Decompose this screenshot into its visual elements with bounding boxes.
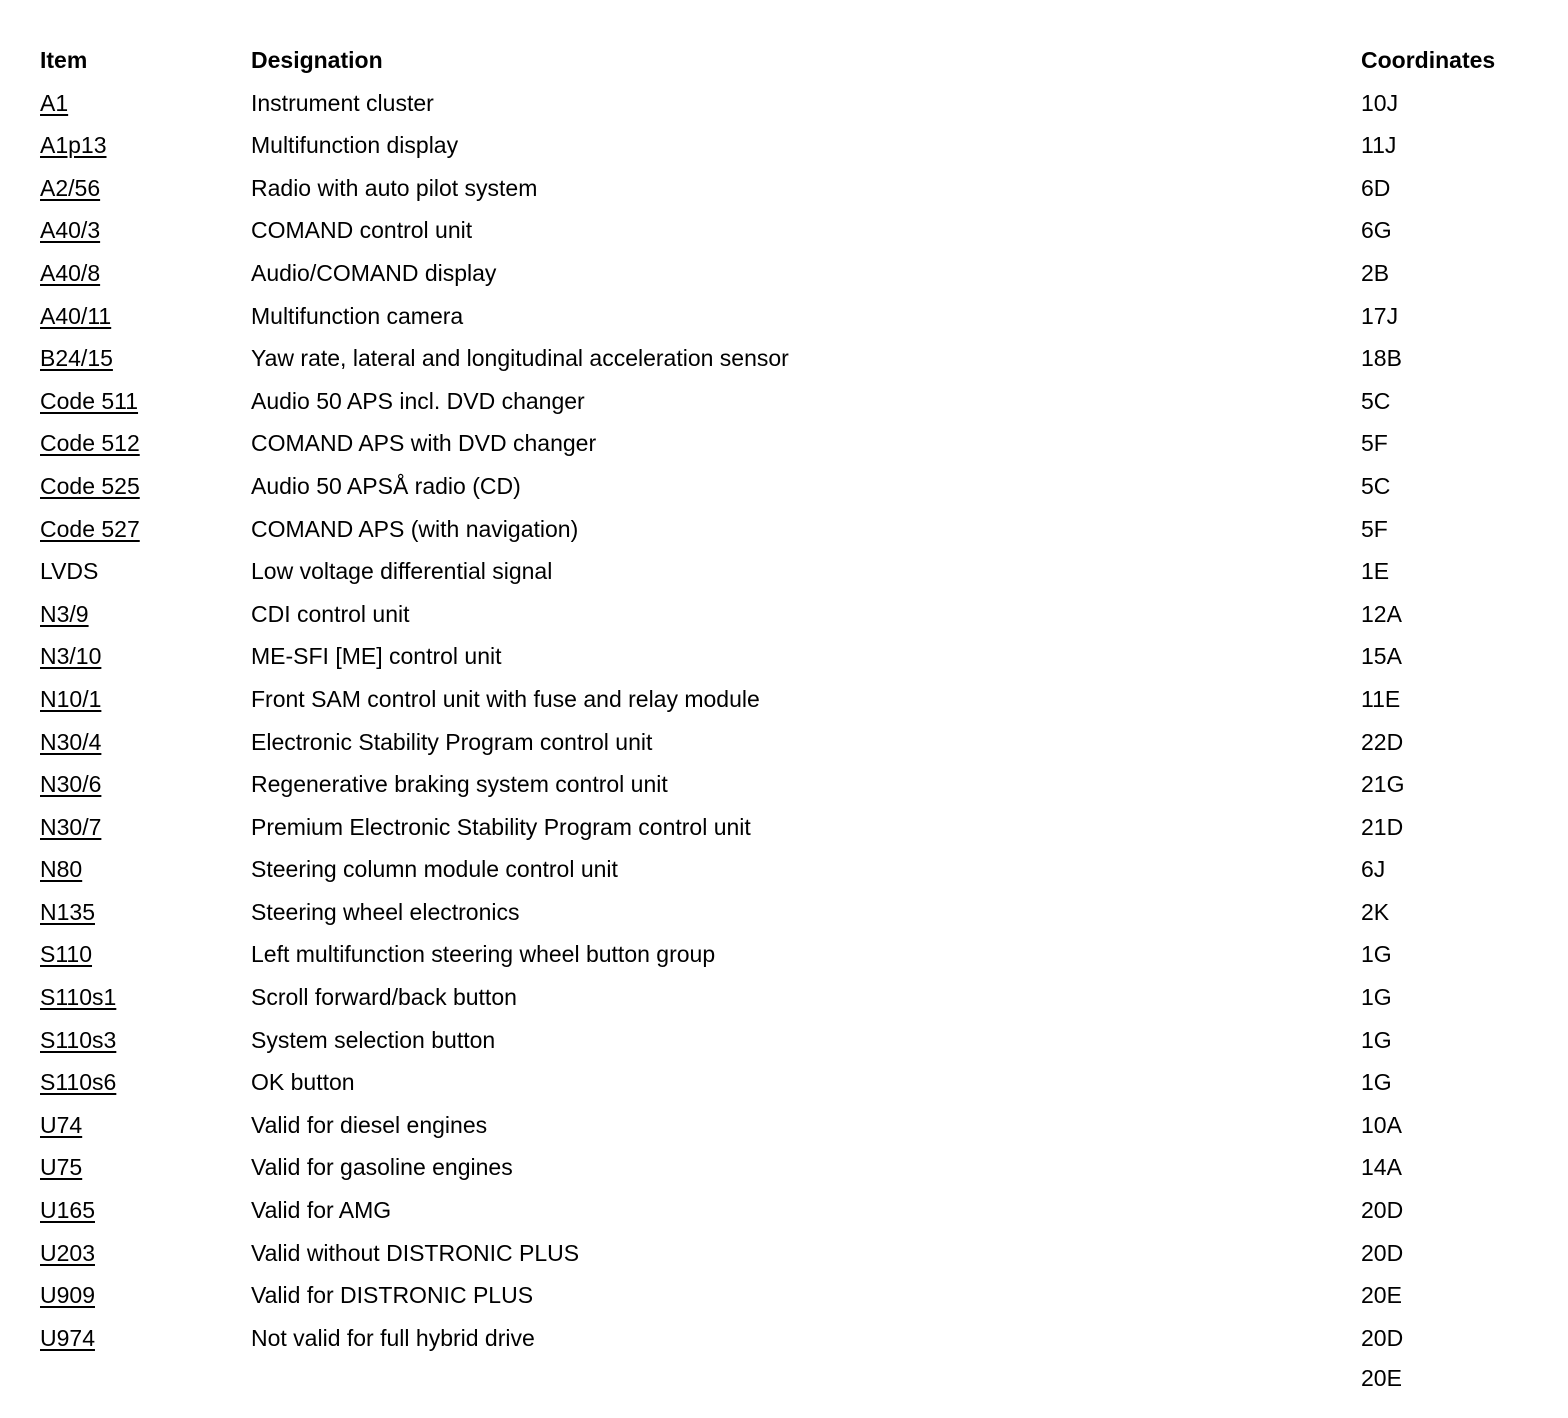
designation-text: System selection button bbox=[251, 1026, 496, 1053]
coordinates-cell bbox=[1361, 1190, 1403, 1230]
designation-text: Not valid for full hybrid drive bbox=[251, 1324, 535, 1351]
coordinate-value: 12A bbox=[1361, 600, 1402, 627]
designation-text: COMAND APS with DVD changer bbox=[251, 430, 597, 457]
designation-text: Valid without DISTRONIC PLUS bbox=[251, 1239, 580, 1266]
coordinate-value: 20D bbox=[1361, 1324, 1404, 1351]
coordinates-cell bbox=[1361, 338, 1402, 378]
coordinates-cell bbox=[1361, 168, 1390, 208]
item-link[interactable]: Code 512 bbox=[40, 430, 140, 457]
item-link[interactable]: A1 bbox=[40, 89, 69, 116]
designation-text: Audio/COMAND display bbox=[251, 259, 497, 286]
coordinates-cell bbox=[1361, 1147, 1402, 1187]
designation-text: Valid for gasoline engines bbox=[251, 1154, 513, 1181]
coordinate-value: 1G bbox=[1361, 984, 1392, 1011]
header-designation: Designation bbox=[251, 47, 383, 73]
coordinate-value: 5F bbox=[1361, 515, 1388, 542]
item-link[interactable]: U909 bbox=[40, 1282, 95, 1309]
coordinates-cell bbox=[1361, 423, 1388, 463]
item-link[interactable]: A40/11 bbox=[40, 302, 112, 329]
designation-text: Multifunction display bbox=[251, 132, 459, 159]
designation-text: Electronic Stability Program control unit bbox=[251, 728, 653, 755]
item-link[interactable]: S110s1 bbox=[40, 984, 117, 1011]
coordinate-value: 20E bbox=[1361, 1282, 1402, 1309]
coordinates-cell bbox=[1361, 1105, 1402, 1145]
table-row bbox=[40, 807, 1540, 850]
item-link[interactable]: N3/10 bbox=[40, 643, 102, 670]
coordinates-cell bbox=[1361, 466, 1390, 506]
designation-text: ME-SFI [ME] control unit bbox=[251, 643, 502, 670]
designation-text: COMAND APS (with navigation) bbox=[251, 515, 579, 542]
header-row bbox=[40, 40, 1540, 83]
table-row bbox=[40, 509, 1540, 552]
coordinate-value: 6D bbox=[1361, 174, 1391, 201]
table-row bbox=[40, 849, 1540, 892]
coordinate-value: 21D bbox=[1361, 813, 1404, 840]
item-link[interactable]: U75 bbox=[40, 1154, 83, 1181]
coordinate-value: 17J bbox=[1361, 302, 1399, 329]
designation-text: Scroll forward/back button bbox=[251, 984, 517, 1011]
item-link[interactable]: U974 bbox=[40, 1324, 95, 1351]
coordinate-value: 10A bbox=[1361, 1111, 1402, 1138]
coordinates-cell bbox=[1361, 977, 1392, 1017]
designation-text: Audio 50 APSÅ radio (CD) bbox=[251, 472, 521, 499]
coordinate-value: 1G bbox=[1361, 1069, 1392, 1096]
designation-text: Radio with auto pilot system bbox=[251, 174, 538, 201]
coordinate-value: 11J bbox=[1361, 132, 1397, 159]
item-link[interactable]: Code 527 bbox=[40, 515, 140, 542]
table-row bbox=[40, 381, 1540, 424]
coordinate-value: 6J bbox=[1361, 856, 1386, 883]
legend-table bbox=[40, 40, 1540, 1391]
table-row bbox=[40, 210, 1540, 253]
table-row bbox=[40, 977, 1540, 1020]
header-coordinates: Coordinates bbox=[1361, 47, 1496, 73]
coordinate-value: 1G bbox=[1361, 1026, 1392, 1053]
coordinates-cell bbox=[1361, 679, 1400, 719]
coordinates-cell bbox=[1361, 892, 1389, 932]
designation-text: COMAND control unit bbox=[251, 217, 473, 244]
designation-text: Steering column module control unit bbox=[251, 856, 618, 883]
item-link[interactable]: S110s6 bbox=[40, 1069, 117, 1096]
coordinates-cell bbox=[1361, 296, 1398, 336]
coordinates-cell bbox=[1361, 722, 1403, 762]
item-link[interactable]: S110s3 bbox=[40, 1026, 117, 1053]
legend-rows bbox=[40, 83, 1540, 1391]
coordinate-value: 5C bbox=[1361, 472, 1391, 499]
coordinate-value: 14A bbox=[1361, 1154, 1402, 1181]
item-link[interactable]: N10/1 bbox=[40, 685, 102, 712]
table-row bbox=[40, 83, 1540, 126]
item-link[interactable]: U203 bbox=[40, 1239, 95, 1266]
designation-text: Front SAM control unit with fuse and relay module bbox=[251, 685, 760, 712]
item-link[interactable]: N30/4 bbox=[40, 728, 102, 755]
designation-text: Low voltage differential signal bbox=[251, 558, 553, 585]
designation-text: Steering wheel electronics bbox=[251, 898, 520, 925]
item-link[interactable]: Code 525 bbox=[40, 472, 140, 499]
item-link[interactable]: N80 bbox=[40, 856, 83, 883]
designation-text: Valid for DISTRONIC PLUS bbox=[251, 1282, 534, 1309]
header-item: Item bbox=[40, 47, 88, 73]
table-row bbox=[40, 1020, 1540, 1063]
item-link[interactable]: N30/7 bbox=[40, 813, 102, 840]
table-row bbox=[40, 168, 1540, 211]
table-row bbox=[40, 1275, 1540, 1318]
table-row bbox=[40, 764, 1540, 807]
coordinate-value: 5F bbox=[1361, 430, 1388, 457]
item-link[interactable]: A40/3 bbox=[40, 217, 101, 244]
coordinates-cell bbox=[1361, 509, 1388, 549]
item-link[interactable]: A40/8 bbox=[40, 259, 101, 286]
item-link[interactable]: U74 bbox=[40, 1111, 83, 1138]
item-link[interactable]: N3/9 bbox=[40, 600, 89, 627]
table-row bbox=[40, 594, 1540, 637]
table-row bbox=[40, 1062, 1540, 1105]
designation-text: Valid for diesel engines bbox=[251, 1111, 488, 1138]
table-row bbox=[40, 722, 1540, 765]
coordinates-cell bbox=[1361, 83, 1398, 123]
table-row bbox=[40, 679, 1540, 722]
coordinates-cell bbox=[1361, 594, 1402, 634]
table-row bbox=[40, 934, 1540, 977]
designation-text: Left multifunction steering wheel button group bbox=[251, 941, 716, 968]
table-row bbox=[40, 636, 1540, 679]
table-row bbox=[40, 1318, 1540, 1391]
coordinates-cell bbox=[1361, 381, 1390, 421]
item-link[interactable]: A1p13 bbox=[40, 132, 107, 159]
table-row bbox=[40, 1233, 1540, 1276]
table-row bbox=[40, 892, 1540, 935]
designation-text: Audio 50 APS incl. DVD changer bbox=[251, 387, 585, 414]
item-link[interactable]: N135 bbox=[40, 898, 95, 925]
coordinate-value: 1E bbox=[1361, 558, 1390, 585]
coordinate-value: 22D bbox=[1361, 728, 1404, 755]
table-row bbox=[40, 125, 1540, 168]
designation-text: Valid for AMG bbox=[251, 1197, 392, 1224]
coordinates-cell bbox=[1361, 551, 1389, 591]
designation-text: CDI control unit bbox=[251, 600, 410, 627]
coordinate-value: 21G bbox=[1361, 771, 1405, 798]
coordinate-value: 15A bbox=[1361, 643, 1402, 670]
designation-text: Yaw rate, lateral and longitudinal acceleration sensor bbox=[251, 345, 789, 372]
table-row bbox=[40, 551, 1540, 594]
coordinates-cell bbox=[1361, 1062, 1392, 1102]
designation-text: OK button bbox=[251, 1069, 355, 1096]
designation-text: Multifunction camera bbox=[251, 302, 464, 329]
table-row bbox=[40, 338, 1540, 381]
coordinates-cell bbox=[1361, 807, 1403, 847]
coordinate-value: 20E bbox=[1361, 1364, 1402, 1391]
table-row bbox=[40, 253, 1540, 296]
table-row bbox=[40, 1105, 1540, 1148]
coordinate-value: 2B bbox=[1361, 259, 1390, 286]
coordinate-value: 6G bbox=[1361, 217, 1392, 244]
table-row bbox=[40, 296, 1540, 339]
designation-text: Premium Electronic Stability Program control unit bbox=[251, 813, 751, 840]
designation-text: Instrument cluster bbox=[251, 89, 434, 116]
coordinates-cell bbox=[1361, 1020, 1392, 1060]
coordinate-value: 5C bbox=[1361, 387, 1391, 414]
coordinates-cell bbox=[1361, 1275, 1402, 1315]
table-row bbox=[40, 423, 1540, 466]
coordinate-value: 18B bbox=[1361, 345, 1402, 372]
coordinate-value: 11E bbox=[1361, 685, 1401, 712]
coordinates-cell bbox=[1361, 210, 1392, 250]
item-link[interactable]: Code 511 bbox=[40, 387, 139, 414]
coordinate-value: 1G bbox=[1361, 941, 1392, 968]
coordinates-cell bbox=[1361, 1318, 1403, 1398]
coordinate-value: 2K bbox=[1361, 898, 1390, 925]
coordinates-cell bbox=[1361, 253, 1389, 293]
coordinates-cell bbox=[1361, 125, 1396, 165]
coordinate-value: 20D bbox=[1361, 1239, 1404, 1266]
coordinate-value: 20D bbox=[1361, 1197, 1404, 1224]
coordinates-cell bbox=[1361, 849, 1385, 889]
table-row bbox=[40, 1190, 1540, 1233]
coordinates-cell bbox=[1361, 1233, 1403, 1273]
coordinates-cell bbox=[1361, 934, 1392, 974]
table-row bbox=[40, 466, 1540, 509]
coordinates-cell bbox=[1361, 636, 1402, 676]
coordinate-value: 10J bbox=[1361, 89, 1399, 116]
item-link[interactable]: S110 bbox=[40, 941, 93, 968]
table-row bbox=[40, 1147, 1540, 1190]
item-link[interactable]: A2/56 bbox=[40, 174, 101, 201]
item-link[interactable]: U165 bbox=[40, 1197, 95, 1224]
designation-text: Regenerative braking system control unit bbox=[251, 771, 668, 798]
item-label: LVDS bbox=[40, 558, 99, 585]
item-link[interactable]: B24/15 bbox=[40, 345, 113, 372]
coordinates-cell bbox=[1361, 764, 1404, 804]
item-link[interactable]: N30/6 bbox=[40, 771, 102, 798]
